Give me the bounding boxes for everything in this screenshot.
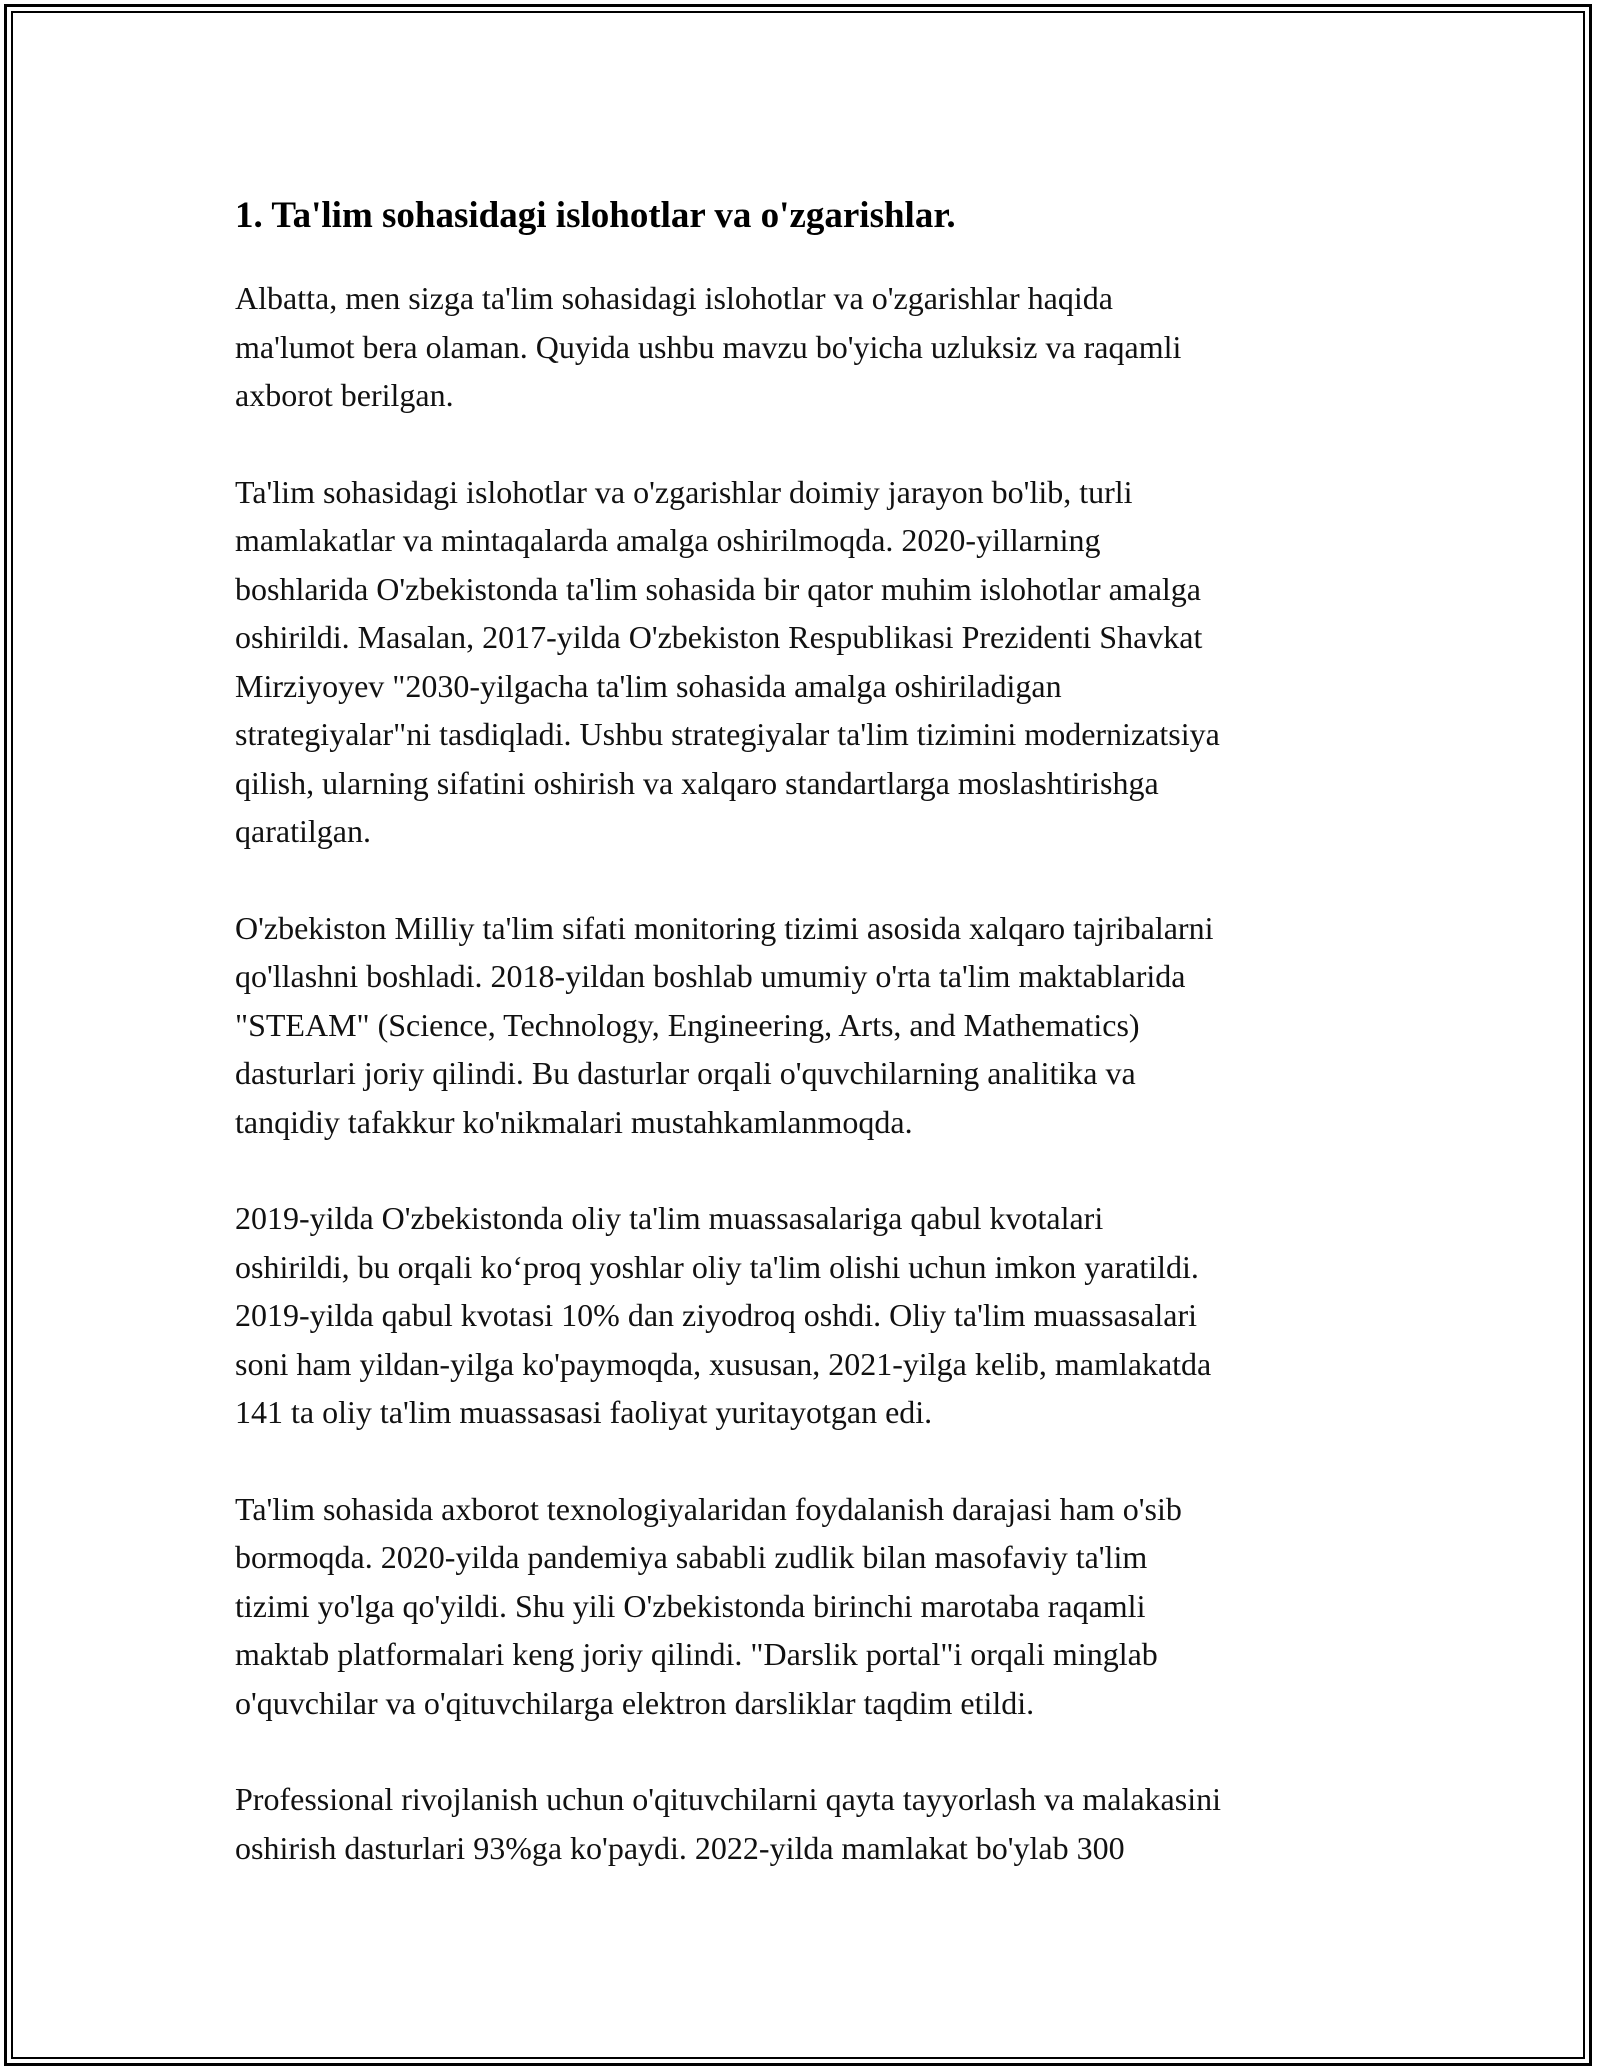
paragraph-higher-education: 2019-yilda O'zbekistonda oliy ta'lim muassasalariga qabul kvotalari oshirildi, bu orqali ko‘proq yoshlar oliy ta'lim olishi uchun imkon yaratildi. 2019-yilda qabul kvotasi 10% dan ziyodroq oshdi. Oliy ta'lim muassasalari soni ham yildan-yilga ko'paymoqda, xususan, 2021-yilga kelib, mamlakatda 141 ta oliy ta'lim muassasasi faoliyat yuritayotgan edi. (235, 1200, 1212, 1430)
document-body (235, 188, 1375, 1920)
paragraph-it-education: Ta'lim sohasida axborot texnologiyalaridan foydalanish darajasi ham o'sib bormoqda. 2020-yilda pandemiya sababli zudlik bilan masofaviy ta'lim tizimi yo'lga qo'yildi. Shu yili O'zbekistonda birinchi marotaba raqamli maktab platformalari keng joriy qilindi. "Darslik portal"i orqali minglab o'quvchilar va o'qituvchilarga elektron darsliklar taqdim etildi. (235, 1490, 1182, 1721)
paragraph-professional-development: Professional rivojlanish uchun o'qituvchilarni qayta tayyorlash va malakasini oshirish dasturlari 93%ga ko'paydi. 2022-yilda mamlakat bo'ylab 300 (235, 1781, 1221, 1866)
paragraph-intro: Albatta, men sizga ta'lim sohasidagi islohotlar va o'zgarishlar haqida ma'lumot bera olaman. Quyida ushbu mavzu bo'yicha uzluksiz va raqamli axborot berilgan. (235, 280, 1182, 413)
paragraph-steam: O'zbekiston Milliy ta'lim sifati monitoring tizimi asosida xalqaro tajribalarni qo'llashni boshladi. 2018-yildan boshlab umumiy o'rta ta'lim maktablarida "STEAM" (Science, Technology, Engineering, Arts, and Mathematics) dasturlari joriy qilindi. Bu dasturlar orqali o'quvchilarning analitika va tanqidiy tafakkur ko'nikmalari mustahkamlanmoqda. (235, 909, 1214, 1140)
paragraph-reforms: Ta'lim sohasidagi islohotlar va o'zgarishlar doimiy jarayon bo'lib, turli mamlakatlar va mintaqalarda amalga oshirilmoqda. 2020-yillarning boshlarida O'zbekistonda ta'lim sohasida bir qator muhim islohotlar amalga oshirildi. Masalan, 2017-yilda O'zbekiston Respublikasi Prezidenti Shavkat Mirziyoyev "2030-yilgacha ta'lim sohasida amalga oshiriladigan strategiyalar"ni tasdiqladi. Ushbu strategiyalar ta'lim tizimini modernizatsiya qilish, ularning sifatini oshirish va xalqaro standartlarga moslashtirishga qaratilgan. (235, 473, 1220, 849)
section-heading: 1. Ta'lim sohasidagi islohotlar va o'zgarishlar. (235, 195, 956, 236)
